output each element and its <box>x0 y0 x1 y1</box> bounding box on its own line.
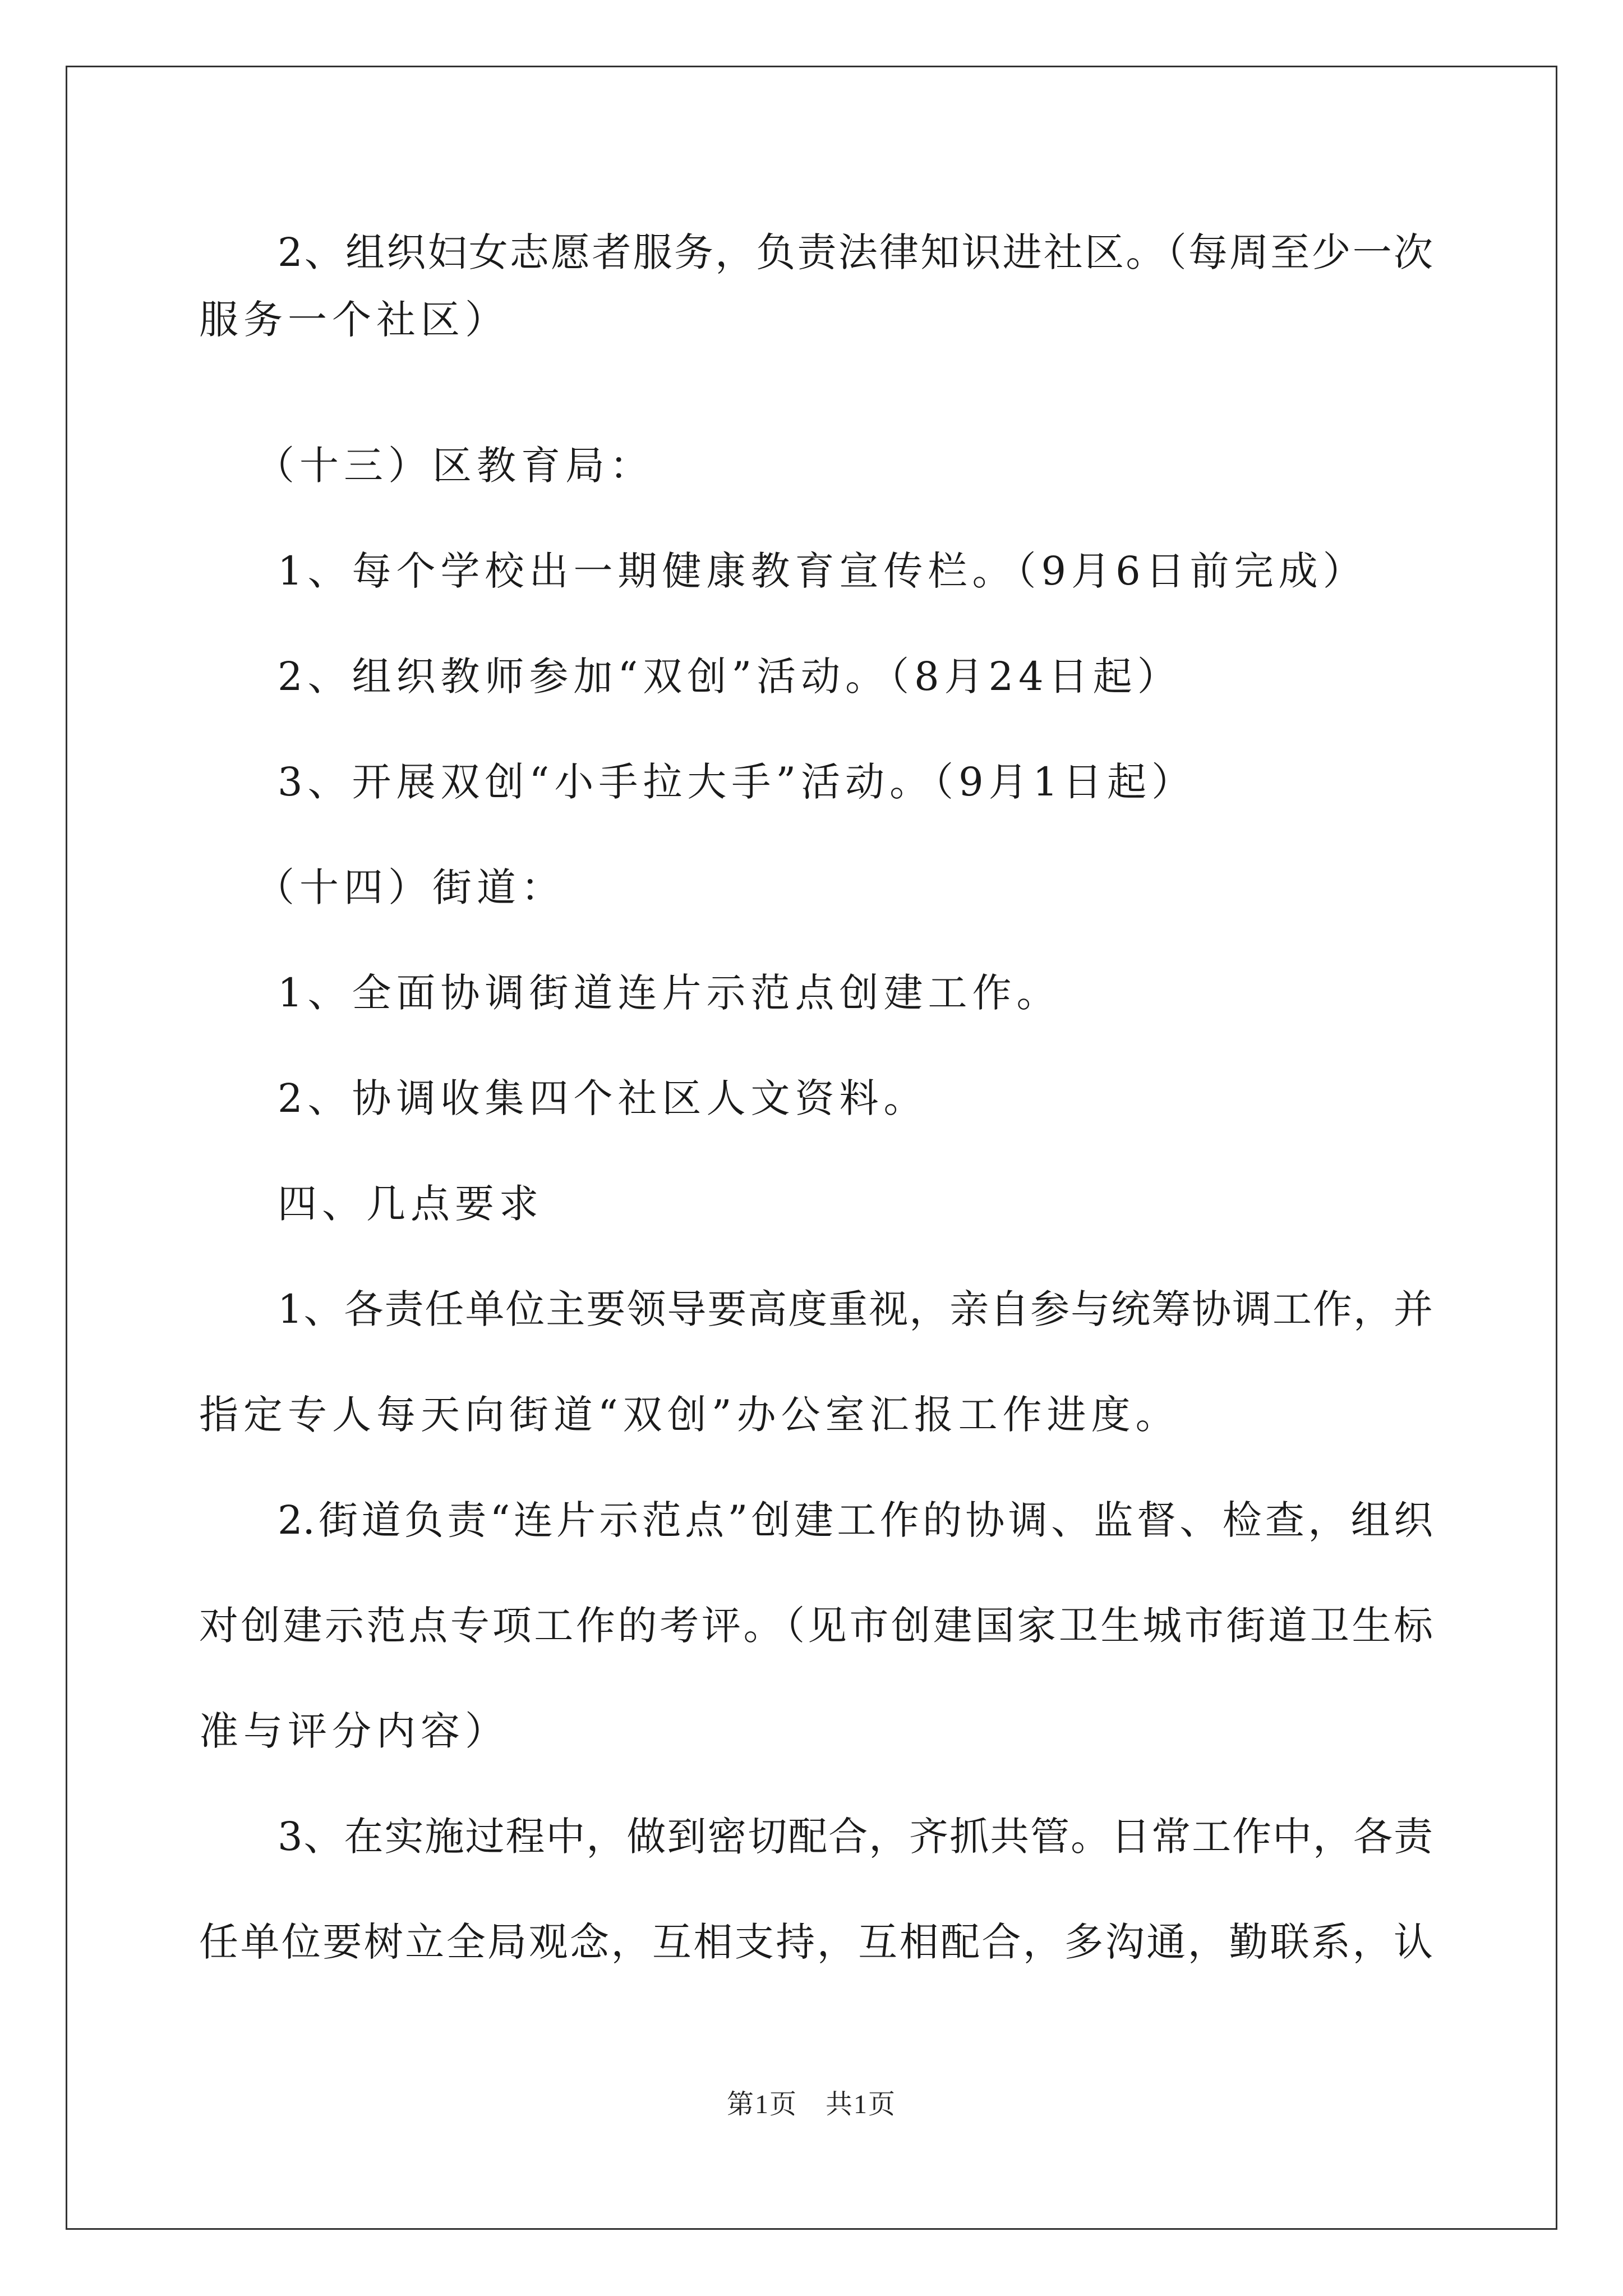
paragraph-line: 服务一个社区） <box>199 297 509 343</box>
paragraph-line: 指定专人每天向街道“双创”办公室汇报工作进度。 <box>199 1392 1180 1438</box>
paragraph-line: 2、协调收集四个社区人文资料。 <box>278 1075 928 1121</box>
page-footer: 第1页 共1页 <box>726 2090 896 2119</box>
paragraph-line: 对创建示范点专项工作的考评。（见市创建国家卫生城市街道卫生标 <box>199 1603 1433 1649</box>
paragraph-line: 2、组织妇女志愿者服务，负责法律知识进社区。（每周至少一次 <box>278 229 1433 275</box>
paragraph-line: 准与评分内容） <box>199 1708 509 1754</box>
paragraph-line: 2、组织教师参加“双创”活动。（8月24日起） <box>278 654 1182 700</box>
paragraph-line: 3、在实施过程中，做到密切配合，齐抓共管。日常工作中，各责 <box>278 1814 1433 1860</box>
paragraph-line: 2.街道负责“连片示范点”创建工作的协调、监督、检查，组织 <box>278 1497 1433 1543</box>
paragraph-line: 1、全面协调街道连片示范点创建工作。 <box>278 970 1061 1016</box>
paragraph-line: 1、每个学校出一期健康教育宣传栏。（9月6日前完成） <box>278 548 1367 594</box>
paragraph-line: 3、开展双创“小手拉大手”活动。（9月1日起） <box>278 759 1196 805</box>
section-heading: （十三）区教育局： <box>255 443 654 489</box>
section-heading: 四、几点要求 <box>278 1181 543 1227</box>
section-heading: （十四）街道： <box>255 864 565 910</box>
paragraph-line: 任单位要树立全局观念，互相支持，互相配合，多沟通，勤联系，认 <box>199 1919 1433 1965</box>
page-border <box>66 66 1557 2230</box>
paragraph-line: 1、各责任单位主要领导要高度重视，亲自参与统筹协调工作，并 <box>278 1286 1433 1332</box>
